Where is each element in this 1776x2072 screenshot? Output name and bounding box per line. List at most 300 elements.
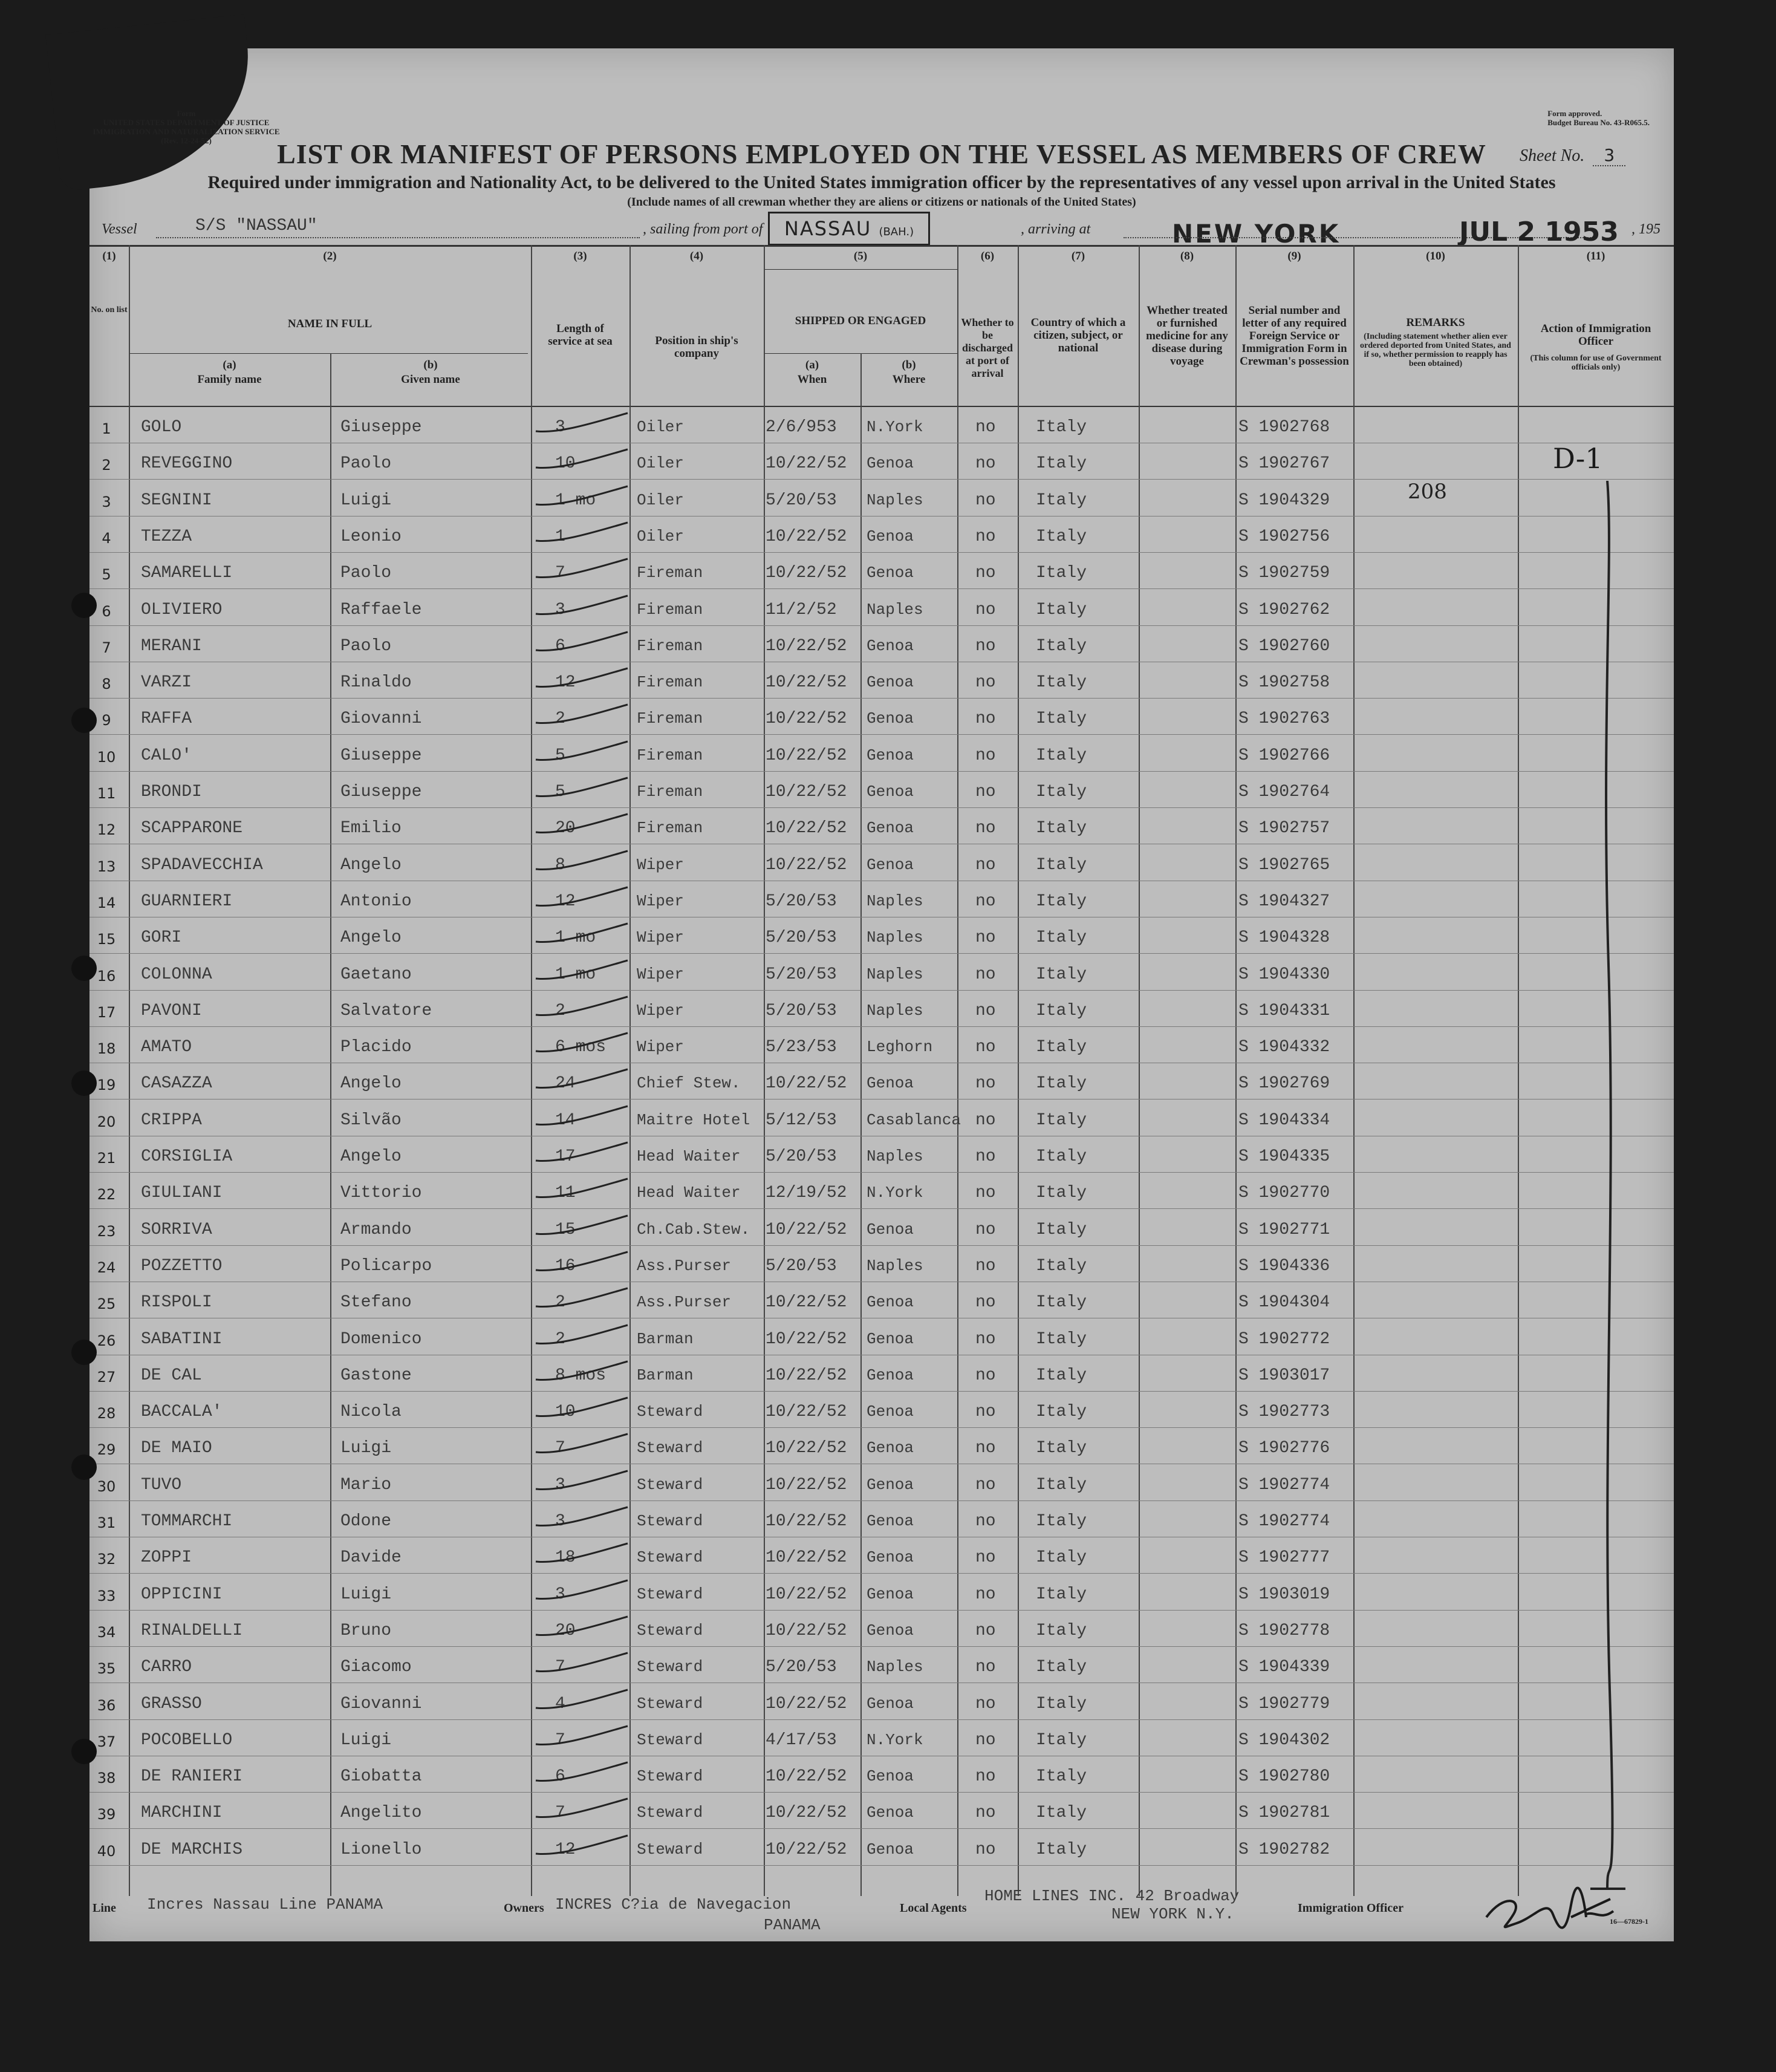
cell-where: Genoa: [867, 1366, 914, 1384]
cell-position: Ch.Cab.Stew.: [637, 1220, 750, 1239]
col10-number: (10): [1426, 250, 1445, 262]
cell-discharge: no: [975, 1184, 996, 1203]
footer: [89, 1887, 1674, 1941]
cell-where: N.York: [867, 418, 923, 436]
col-family-name-header: Family name: [197, 373, 262, 386]
cell-position: Wiper: [637, 855, 685, 874]
cell-country: Italy: [1036, 1658, 1087, 1677]
cell-when: 10/22/52: [766, 709, 847, 729]
cell-given: Giuseppe: [340, 746, 422, 765]
cell-serial: S 1902781: [1238, 1803, 1330, 1823]
cell-position: Steward: [637, 1840, 703, 1859]
checkmark-icon: [531, 847, 634, 878]
table-row: [89, 1611, 1674, 1647]
cell-position: Head Waiter: [637, 1147, 741, 1165]
cell-where: Genoa: [867, 564, 914, 582]
cell-country: Italy: [1036, 636, 1087, 656]
cell-country: Italy: [1036, 600, 1087, 619]
col3-number: (3): [573, 250, 587, 262]
punch-hole: [71, 593, 97, 618]
cell-country: Italy: [1036, 1840, 1087, 1859]
cell-family: DE CAL: [141, 1366, 202, 1385]
action-column-line: [1589, 481, 1631, 1896]
cell-discharge: no: [975, 855, 996, 875]
checkmark-icon: [531, 519, 634, 549]
cell-when: 10/22/52: [766, 1366, 847, 1385]
row-number: 22: [97, 1186, 116, 1204]
cell-position: Wiper: [637, 891, 685, 910]
row-number: 17: [97, 1003, 116, 1021]
local-agents-city: NEW YORK N.Y.: [1111, 1905, 1234, 1923]
col-shipped-engaged-header: SHIPPED OR ENGAGED: [795, 314, 926, 327]
cell-family: OLIVIERO: [141, 600, 223, 619]
sheet-number-value: 3: [1593, 145, 1625, 166]
table-row: [89, 1246, 1674, 1282]
cell-family: GOLO: [141, 418, 182, 437]
cell-when: 5/20/53: [766, 1256, 837, 1275]
cell-family: BRONDI: [141, 783, 202, 801]
cell-serial: S 1902767: [1238, 454, 1330, 474]
checkmark-icon: [531, 884, 634, 914]
cell-position: Steward: [637, 1439, 703, 1458]
table-row: [89, 991, 1674, 1027]
table-row: [89, 1173, 1674, 1209]
cell-country: Italy: [1036, 1439, 1087, 1458]
cell-discharge: no: [975, 783, 996, 801]
cell-where: Naples: [867, 1147, 923, 1165]
cell-family: REVEGGINO: [141, 454, 233, 474]
owners-label: Owners: [504, 1901, 544, 1915]
cell-given: Giobatta: [340, 1767, 422, 1787]
cell-service: 2: [555, 1001, 565, 1020]
cell-where: Genoa: [867, 1767, 914, 1786]
cell-when: 10/22/52: [766, 673, 847, 692]
cell-discharge: no: [975, 527, 996, 546]
form-revision: (Rev. 12-24-52): [161, 136, 212, 145]
cell-family: CARRO: [141, 1658, 192, 1677]
checkmark-icon: [531, 1248, 634, 1279]
cell-serial: S 1902763: [1238, 709, 1330, 729]
cell-given: Luigi: [340, 490, 392, 510]
cell-position: Barman: [637, 1366, 694, 1384]
cell-country: Italy: [1036, 891, 1087, 911]
cell-family: SABATINI: [141, 1329, 223, 1349]
col5b-letter: (b): [902, 359, 916, 371]
punch-hole: [71, 956, 97, 981]
cell-when: 10/22/52: [766, 746, 847, 765]
arrival-port-stamp: NEW YORK: [1172, 219, 1341, 249]
cell-serial: S 1902759: [1238, 564, 1330, 583]
punch-hole: [71, 1070, 97, 1096]
row-number: 31: [97, 1514, 116, 1531]
cell-where: Genoa: [867, 819, 914, 838]
table-row: [89, 881, 1674, 917]
cell-family: MERANI: [141, 636, 202, 656]
row-number: 25: [97, 1295, 116, 1313]
cell-discharge: no: [975, 891, 996, 911]
cell-serial: S 1904335: [1238, 1147, 1330, 1166]
row-number: 10: [97, 748, 116, 766]
cell-service: 10: [555, 454, 576, 474]
row-number: 4: [102, 529, 111, 547]
punch-hole: [71, 708, 97, 733]
cell-country: Italy: [1036, 1548, 1087, 1568]
cell-given: Odone: [340, 1512, 392, 1531]
cell-given: Emilio: [340, 819, 402, 838]
checkmark-icon: [531, 1139, 634, 1169]
cell-discharge: no: [975, 1621, 996, 1640]
cell-country: Italy: [1036, 1767, 1087, 1787]
table-row: [89, 1501, 1674, 1537]
cell-country: Italy: [1036, 564, 1087, 583]
checkmark-icon: [531, 957, 634, 987]
action-annotation: D-1: [1553, 442, 1603, 475]
page-subnote: (Include names of all crewman whether they are aliens or citizens or nationals of the United States): [627, 195, 1136, 209]
table-row: [89, 808, 1674, 844]
table-row: [89, 662, 1674, 699]
cell-given: Luigi: [340, 1585, 392, 1604]
cell-service: 20: [555, 819, 576, 838]
cell-where: Genoa: [867, 1803, 914, 1822]
cell-when: 10/22/52: [766, 1329, 847, 1349]
year-suffix: , 195: [1631, 221, 1661, 237]
cell-given: Mario: [340, 1475, 392, 1494]
checkmark-icon: [531, 1430, 634, 1461]
row-number: 7: [102, 639, 111, 656]
cell-given: Giovanni: [340, 709, 422, 729]
cell-discharge: no: [975, 709, 996, 729]
cell-serial: S 1902771: [1238, 1220, 1330, 1239]
cell-when: 10/22/52: [766, 454, 847, 474]
cell-family: RISPOLI: [141, 1293, 212, 1312]
cell-service: 1 mo: [555, 928, 596, 948]
cell-given: Angelo: [340, 855, 402, 875]
cell-position: Oiler: [637, 490, 685, 509]
checkmark-icon: [531, 920, 634, 950]
checkmark-icon: [531, 1832, 634, 1862]
cell-discharge: no: [975, 1585, 996, 1604]
cell-discharge: no: [975, 673, 996, 692]
cell-country: Italy: [1036, 1621, 1087, 1640]
cell-where: Naples: [867, 928, 923, 947]
cell-serial: S 1902769: [1238, 1074, 1330, 1093]
line-label: Line: [93, 1901, 116, 1915]
cell-serial: S 1904330: [1238, 965, 1330, 984]
table-row: [89, 1465, 1674, 1501]
cell-discharge: no: [975, 1512, 996, 1531]
cell-where: Genoa: [867, 783, 914, 801]
cell-service: 6: [555, 1767, 565, 1787]
col2b-letter: (b): [423, 359, 438, 371]
col6-number: (6): [980, 250, 995, 262]
row-number: 36: [97, 1696, 116, 1714]
cell-given: Domenico: [340, 1329, 422, 1349]
cell-family: CASAZZA: [141, 1074, 212, 1093]
cell-given: Angelito: [340, 1803, 422, 1823]
cell-discharge: no: [975, 1256, 996, 1275]
checkmark-icon: [531, 1103, 634, 1133]
table-row: [89, 1319, 1674, 1355]
agency-name: UNITED STATES DEPARTMENT OF JUSTICE: [103, 118, 270, 127]
cell-discharge: no: [975, 564, 996, 583]
cell-service: 3: [555, 600, 565, 619]
cell-where: Genoa: [867, 855, 914, 874]
cell-position: Steward: [637, 1694, 703, 1713]
row-number: 29: [97, 1441, 116, 1459]
cell-family: ZOPPI: [141, 1548, 192, 1568]
cell-family: DE MARCHIS: [141, 1840, 243, 1859]
cell-where: Genoa: [867, 1840, 914, 1859]
table-row: [89, 772, 1674, 808]
cell-position: Steward: [637, 1730, 703, 1749]
cell-position: Ass.Purser: [637, 1256, 732, 1275]
cell-when: 10/22/52: [766, 1074, 847, 1093]
cell-given: Giovanni: [340, 1694, 422, 1713]
cell-discharge: no: [975, 1475, 996, 1494]
cell-given: Antonio: [340, 891, 412, 911]
cell-when: 2/6/953: [766, 418, 837, 437]
col-action-header: Action of Immigration Officer: [1540, 322, 1651, 348]
departure-port-name: NASSAU: [784, 217, 872, 240]
cell-discharge: no: [975, 454, 996, 474]
cell-position: Barman: [637, 1329, 694, 1348]
cell-where: Genoa: [867, 527, 914, 546]
immigration-officer-label: Immigration Officer: [1298, 1901, 1404, 1915]
table-row: [89, 1720, 1674, 1756]
cell-country: Italy: [1036, 746, 1087, 765]
cell-country: Italy: [1036, 1803, 1087, 1823]
cell-serial: S 1904329: [1238, 490, 1330, 510]
cell-when: 10/22/52: [766, 1439, 847, 1458]
row-number: 30: [97, 1477, 116, 1495]
table-row: [89, 1647, 1674, 1683]
cell-serial: S 1902777: [1238, 1548, 1330, 1568]
cell-service: 12: [555, 673, 576, 692]
cell-serial: S 1902774: [1238, 1475, 1330, 1494]
departure-port: [768, 212, 930, 246]
table-row: [89, 1756, 1674, 1793]
table-row: [89, 443, 1674, 480]
cell-when: 5/20/53: [766, 928, 837, 948]
cell-family: SORRIVA: [141, 1220, 212, 1239]
cell-family: OPPICINI: [141, 1585, 223, 1604]
officer-signature: [1480, 1881, 1619, 1941]
row-number: 23: [97, 1222, 116, 1240]
sailing-label: , sailing from port of: [643, 221, 763, 237]
cell-when: 5/20/53: [766, 891, 837, 911]
cell-where: Genoa: [867, 1329, 914, 1348]
cell-where: Genoa: [867, 1621, 914, 1640]
cell-family: SPADAVECCHIA: [141, 855, 263, 875]
cell-country: Italy: [1036, 1256, 1087, 1275]
cell-where: Casablanca: [867, 1110, 961, 1129]
checkmark-icon: [531, 810, 634, 841]
cell-service: 15: [555, 1220, 576, 1239]
checkmark-icon: [531, 665, 634, 695]
row-number: 27: [97, 1368, 116, 1386]
row-number: 14: [97, 894, 116, 911]
cell-discharge: no: [975, 928, 996, 948]
cell-where: Genoa: [867, 1475, 914, 1494]
cell-given: Placido: [340, 1038, 412, 1057]
checkmark-icon: [531, 993, 634, 1023]
checkmark-icon: [531, 555, 634, 585]
cell-service: 7: [555, 1730, 565, 1750]
cell-position: Steward: [637, 1548, 703, 1567]
col11-number: (11): [1586, 250, 1605, 262]
col-remarks-note: (Including statement whether alien ever ordered deported from United States, and if so, whether permission to reapply has been obtained): [1360, 332, 1511, 368]
col-action-note: (This column for use of Government officials only): [1530, 354, 1662, 372]
cell-serial: S 1904331: [1238, 1001, 1330, 1020]
arrival-date-stamp: JUL 2 1953: [1459, 217, 1619, 247]
cell-when: 12/19/52: [766, 1184, 847, 1203]
cell-service: 4: [555, 1694, 565, 1713]
cell-country: Italy: [1036, 709, 1087, 729]
crew-table: [89, 245, 1674, 1890]
cell-discharge: no: [975, 1840, 996, 1859]
row-number: 20: [97, 1113, 116, 1130]
cell-given: Giuseppe: [340, 418, 422, 437]
cell-position: Fireman: [637, 673, 703, 692]
cell-given: Gaetano: [340, 965, 412, 984]
cell-where: Genoa: [867, 636, 914, 655]
col9-number: (9): [1287, 250, 1301, 262]
cell-serial: S 1902764: [1238, 783, 1330, 801]
cell-discharge: no: [975, 819, 996, 838]
cell-serial: S 1904304: [1238, 1293, 1330, 1312]
checkmark-icon: [531, 1285, 634, 1315]
cell-given: Nicola: [340, 1403, 402, 1422]
cell-when: 5/20/53: [766, 1658, 837, 1677]
row-number: 3: [102, 493, 111, 510]
cell-where: Genoa: [867, 673, 914, 692]
col2-number: (2): [323, 250, 337, 262]
table-row: [89, 1684, 1674, 1720]
manifest-sheet: [89, 48, 1674, 1941]
form-code: 16—67829-1: [1610, 1917, 1648, 1926]
cell-position: Maitre Hotel: [637, 1110, 750, 1129]
checkmark-icon: [531, 701, 634, 731]
row-number: 37: [97, 1733, 116, 1750]
cell-family: AMATO: [141, 1038, 192, 1057]
cell-discharge: no: [975, 1767, 996, 1787]
table-row: [89, 917, 1674, 954]
cell-discharge: no: [975, 1658, 996, 1677]
cell-serial: S 1902768: [1238, 418, 1330, 437]
cell-service: 1: [555, 527, 565, 546]
cell-service: 7: [555, 564, 565, 583]
cell-service: 16: [555, 1256, 576, 1275]
cell-where: Naples: [867, 965, 923, 983]
checkmark-icon: [531, 1467, 634, 1497]
cell-family: CORSIGLIA: [141, 1147, 233, 1166]
row-number: 11: [97, 785, 116, 802]
cell-where: Naples: [867, 891, 923, 910]
col-name-header: NAME IN FULL: [287, 318, 372, 330]
cell-country: Italy: [1036, 1585, 1087, 1604]
cell-country: Italy: [1036, 454, 1087, 474]
checkmark-icon: [531, 1358, 634, 1388]
cell-serial: S 1902762: [1238, 600, 1330, 619]
cell-family: GRASSO: [141, 1694, 202, 1713]
cell-position: Steward: [637, 1803, 703, 1822]
cell-family: POZZETTO: [141, 1256, 223, 1275]
cell-discharge: no: [975, 1038, 996, 1057]
cell-family: PAVONI: [141, 1001, 202, 1020]
cell-serial: S 1902774: [1238, 1512, 1330, 1531]
checkmark-icon: [531, 446, 634, 476]
cell-family: BACCALA': [141, 1403, 223, 1422]
row-number: 19: [97, 1077, 116, 1094]
table-row: [89, 590, 1674, 626]
cell-discharge: no: [975, 600, 996, 619]
cell-when: 10/22/52: [766, 1293, 847, 1312]
col-position-header: Position in ship's company: [655, 334, 738, 360]
col7-number: (7): [1071, 250, 1085, 262]
cell-where: Naples: [867, 1658, 923, 1676]
cell-position: Steward: [637, 1512, 703, 1530]
table-row: [89, 699, 1674, 735]
cell-where: Genoa: [867, 1293, 914, 1312]
page-subtitle: Required under immigration and Nationality Act, to be delivered to the United States immigration officer by the representatives of any vessel upon arrival in the United States: [207, 172, 1556, 192]
cell-family: GORI: [141, 928, 182, 948]
row-number: 40: [97, 1842, 116, 1860]
row-number: 6: [102, 602, 111, 620]
table-row: [89, 407, 1674, 443]
checkmark-icon: [531, 1029, 634, 1060]
vessel-line: [96, 212, 1668, 249]
cell-discharge: no: [975, 746, 996, 765]
cell-discharge: no: [975, 965, 996, 984]
cell-service: 14: [555, 1110, 576, 1130]
col5-number: (5): [853, 250, 868, 262]
cell-country: Italy: [1036, 1329, 1087, 1349]
cell-given: Salvatore: [340, 1001, 432, 1020]
cell-serial: S 1904332: [1238, 1038, 1330, 1057]
cell-discharge: no: [975, 636, 996, 656]
cell-service: 3: [555, 1585, 565, 1604]
cell-family: TOMMARCHI: [141, 1512, 233, 1531]
cell-service: 1 mo: [555, 965, 596, 984]
cell-family: DE MAIO: [141, 1439, 212, 1458]
row-number: 1: [102, 420, 111, 437]
table-row: [89, 553, 1674, 589]
cell-when: 10/22/52: [766, 1585, 847, 1604]
checkmark-icon: [531, 409, 634, 440]
col-medicine-header: Whether treated or furnished medicine for any disease during voyage: [1146, 304, 1228, 368]
checkmark-icon: [531, 1212, 634, 1242]
cell-service: 12: [555, 1840, 576, 1859]
cell-when: 10/22/52: [766, 1840, 847, 1859]
table-row: [89, 735, 1674, 772]
table-row: [89, 1100, 1674, 1136]
cell-family: GIULIANI: [141, 1184, 223, 1203]
cell-country: Italy: [1036, 1038, 1087, 1057]
row-number: 38: [97, 1770, 116, 1787]
cell-position: Wiper: [637, 1001, 685, 1020]
cell-when: 5/23/53: [766, 1038, 837, 1057]
cell-service: 2: [555, 1293, 565, 1312]
checkmark-icon: [531, 1795, 634, 1825]
vessel-label: Vessel: [102, 221, 137, 237]
cell-given: Lionello: [340, 1840, 422, 1859]
cell-serial: S 1903017: [1238, 1366, 1330, 1385]
punch-hole: [71, 1455, 97, 1480]
col-when-header: When: [797, 373, 827, 386]
table-row: [89, 1537, 1674, 1574]
col-serial-header: Serial number and letter of any required Foreign Service or Immigration Form in Crewman's possession: [1240, 304, 1349, 368]
table-row: [89, 1355, 1674, 1392]
